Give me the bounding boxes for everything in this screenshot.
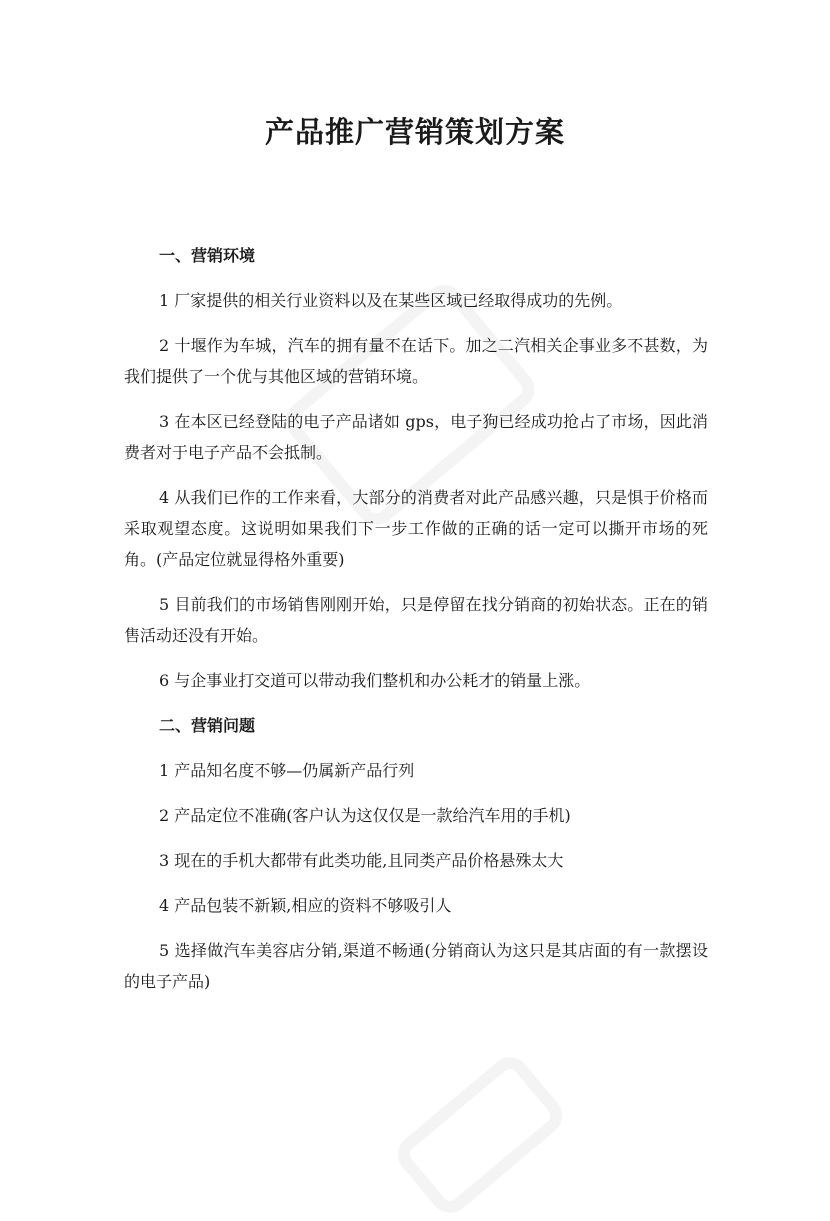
paragraph: 2 产品定位不准确(客户认为这仅仅是一款给汽车用的手机)	[159, 806, 571, 825]
paragraph: 4 产品包装不新颖,相应的资料不够吸引人	[159, 896, 452, 915]
paragraph: 1 厂家提供的相关行业资料以及在某些区域已经取得成功的先例。	[159, 291, 623, 310]
section-heading: 一、营销环境	[159, 246, 256, 265]
watermark-bottom	[390, 1049, 570, 1221]
paragraph: 1 产品知名度不够—仍属新产品行列	[159, 761, 415, 780]
section-marketing-problems	[124, 710, 708, 997]
paragraph: 5 选择做汽车美容店分销,渠道不畅通(分销商认为这只是其店面的有一款摆设的电子产品)	[124, 941, 708, 991]
document-body	[124, 240, 708, 1011]
paragraph: 4 从我们已作的工作来看，大部分的消费者对此产品感兴趣，只是惧于价格而采取观望态度。这说明如果我们下一步工作做的正确的话一定可以撕开市场的死角。(产品定位就显得格外重要)	[124, 488, 708, 569]
section-marketing-environment	[124, 240, 708, 696]
paragraph: 3 在本区已经登陆的电子产品诸如 gps，电子狗已经成功抢占了市场，因此消费者对于电子产品不会抵制。	[124, 412, 708, 462]
paragraph: 2 十堰作为车城，汽车的拥有量不在话下。加之二汽相关企事业多不甚数，为我们提供了一个优与其他区域的营销环境。	[124, 336, 708, 386]
paragraph: 6 与企事业打交道可以带动我们整机和办公耗才的销量上涨。	[159, 671, 591, 690]
section-heading: 二、营销问题	[159, 716, 256, 735]
paragraph: 3 现在的手机大都带有此类功能,且同类产品价格悬殊太大	[159, 851, 564, 870]
paragraph: 5 目前我们的市场销售刚刚开始，只是停留在找分销商的初始状态。正在的销售活动还没有开始。	[124, 595, 708, 645]
watermark-bottom-ring	[390, 1049, 570, 1221]
document-title: 产品推广营销策划方案	[264, 115, 565, 149]
